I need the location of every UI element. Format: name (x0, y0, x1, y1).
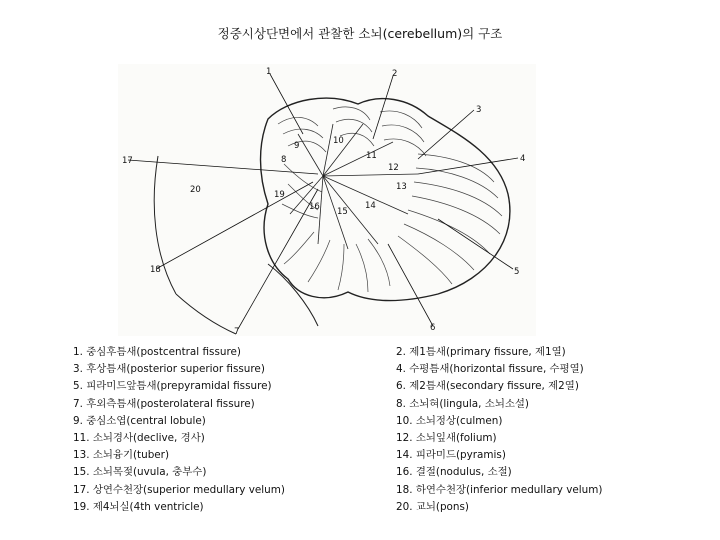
figure-label-9: 9 (294, 141, 300, 151)
legend-item: 10. 소뇌정상(culmen) (396, 414, 503, 427)
figure-labels (122, 67, 525, 336)
legend-item: 4. 수평틈새(horizontal fissure, 수평열) (396, 363, 584, 376)
legend-item: 7. 후외측틈새(posterolateral fissure) (73, 397, 255, 410)
legend-item: 8. 소뇌혀(lingula, 소뇌소설) (396, 397, 529, 410)
page-title: 정중시상단면에서 관찰한 소뇌(cerebellum)의 구조 (217, 26, 503, 41)
figure-label-5: 5 (514, 267, 520, 277)
legend-item: 9. 중심소엽(central lobule) (73, 414, 206, 427)
cerebellum-figure (118, 64, 536, 336)
figure-label-1: 1 (266, 67, 272, 77)
legend-item: 15. 소뇌목젖(uvula, 충부수) (73, 466, 207, 479)
legend-item: 1. 중심후틈새(postcentral fissure) (73, 346, 241, 358)
figure-label-17: 17 (122, 156, 133, 166)
figure-label-10: 10 (333, 136, 344, 146)
cerebellum-diagram (118, 64, 536, 336)
figure-label-16: 16 (309, 202, 320, 212)
figure-label-7: 7 (234, 327, 240, 336)
figure-label-3: 3 (476, 105, 482, 115)
figure-label-2: 2 (392, 69, 398, 79)
legend-item: 11. 소뇌경사(declive, 경사) (73, 432, 205, 445)
figure-label-19: 19 (274, 190, 285, 200)
legend-item: 20. 교뇌(pons) (396, 500, 469, 513)
legend-item: 5. 피라미드앞틈새(prepyramidal fissure) (73, 380, 272, 393)
figure-label-8: 8 (281, 155, 287, 165)
figure-label-20: 20 (190, 185, 201, 195)
pons-outline-lower (176, 294, 236, 334)
legend-item: 13. 소뇌융기(tuber) (73, 449, 170, 462)
legend-left-column (73, 344, 285, 516)
figure-label-15: 15 (337, 207, 348, 217)
legend-item: 12. 소뇌잎새(folium) (396, 432, 497, 445)
legend-item: 6. 제2틈새(secondary fissure, 제2열) (396, 380, 579, 393)
legend-item: 19. 제4뇌실(4th ventricle) (73, 500, 204, 513)
velum-line (268, 264, 318, 326)
figure-label-4: 4 (520, 154, 526, 164)
cerebellum-outline (261, 98, 510, 300)
figure-label-12: 12 (388, 163, 399, 173)
figure-label-18: 18 (150, 265, 161, 275)
legend-item: 3. 후상틈새(posterior superior fissure) (73, 363, 265, 376)
legend-right-column (396, 344, 602, 516)
legend-item: 18. 하연수천장(inferior medullary velum) (396, 483, 603, 496)
figure-label-6: 6 (430, 323, 436, 333)
figure-label-11: 11 (366, 151, 377, 161)
legend-item: 14. 피라미드(pyramis) (396, 449, 506, 462)
legend-item: 2. 제1틈새(primary fissure, 제1열) (396, 346, 566, 358)
figure-label-14: 14 (365, 201, 376, 211)
legend-item: 16. 결절(nodulus, 소절) (396, 466, 512, 479)
leader-lines (128, 74, 518, 329)
legend-item: 17. 상연수천장(superior medullary velum) (73, 483, 285, 496)
figure-label-13: 13 (396, 182, 407, 192)
